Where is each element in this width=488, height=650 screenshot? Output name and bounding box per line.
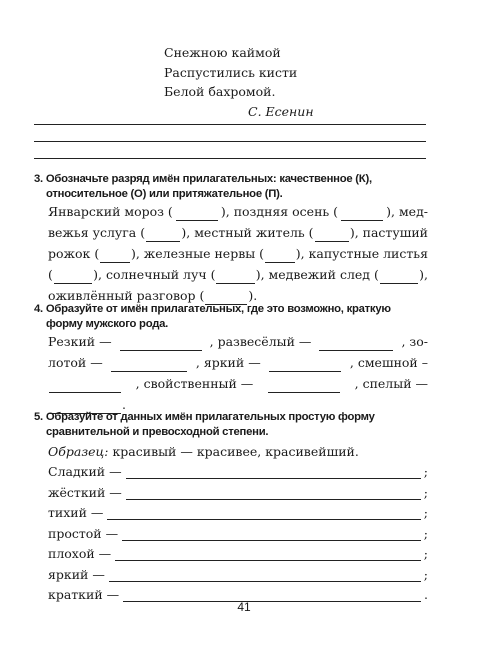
answer-blank[interactable]	[111, 358, 187, 372]
answer-blank[interactable]	[265, 249, 295, 263]
answer-blank[interactable]	[319, 337, 393, 351]
answer-blank[interactable]	[54, 270, 92, 284]
answer-blank[interactable]	[49, 379, 121, 393]
answer-line[interactable]	[122, 527, 421, 541]
poem-fragment	[164, 44, 314, 122]
task-5-heading	[34, 410, 430, 440]
answer-blank[interactable]	[120, 337, 202, 351]
task-3-heading	[34, 172, 430, 202]
task-4-heading	[34, 302, 430, 332]
answer-line[interactable]	[126, 486, 421, 500]
answer-row: плохой — ;	[48, 546, 428, 561]
task-number: 4.	[34, 303, 43, 315]
poem-author: С. Есенин	[248, 103, 314, 119]
answer-blank[interactable]	[269, 358, 341, 372]
task-4-body	[48, 330, 428, 414]
task-4-line: лотой — , яркий — , смешной –	[48, 355, 428, 370]
answer-blank[interactable]	[216, 270, 254, 284]
answer-blank[interactable]	[100, 249, 130, 263]
answer-row: тихий — ;	[48, 505, 428, 520]
sample-text: красивый — красивее, красивейший.	[112, 443, 359, 459]
task-3-body	[48, 200, 428, 305]
answer-line[interactable]	[34, 124, 426, 125]
answer-blank[interactable]	[268, 379, 340, 393]
answer-row: яркий — ;	[48, 566, 428, 582]
answer-blank[interactable]	[146, 228, 180, 242]
task-text: Образуйте от данных имён прилагательных простую форму сравнительной и превосходной степени.	[45, 411, 375, 438]
task-4-line: Резкий — , развесёлый — , зо-	[48, 334, 428, 349]
task-3-line: вежья услуга ( ), местный житель ( ), пастуший	[48, 225, 428, 240]
sample-line	[48, 440, 428, 461]
answer-blank[interactable]	[341, 207, 383, 221]
answer-blank[interactable]	[176, 207, 218, 221]
poem-line: Снежною каймой	[164, 45, 281, 60]
task-text: Образуйте от имён прилагательных, где это возможно, краткую форму мужского рода.	[45, 303, 391, 330]
answer-line[interactable]	[115, 547, 421, 561]
task-3-line: рожок ( ), железные нервы ( ), капустные листья	[48, 246, 428, 261]
answer-line[interactable]	[109, 568, 421, 582]
task-5-body	[48, 440, 428, 604]
answer-row: краткий — .	[48, 587, 428, 602]
task-number: 5.	[34, 411, 43, 423]
task-number: 3.	[34, 173, 43, 185]
answer-row: Сладкий — ;	[48, 464, 428, 479]
page-number: 41	[237, 600, 251, 614]
answer-blank[interactable]	[315, 228, 349, 242]
poem-line: Белой бахромой.	[164, 84, 276, 99]
task-4-line: , свойственный — , спелый —	[48, 372, 428, 393]
answer-row: простой — ;	[48, 525, 428, 541]
answer-line[interactable]	[107, 506, 420, 520]
task-3-line: Январский мороз ( ), поздняя осень ( ), мед-	[48, 204, 428, 219]
answer-row: жёсткий — ;	[48, 484, 428, 500]
answer-line[interactable]	[126, 465, 421, 479]
answer-line[interactable]	[34, 141, 426, 142]
poem-line: Распустились кисти	[164, 64, 298, 80]
answer-blank[interactable]	[380, 270, 418, 284]
task-3-line: ( ), солнечный луч ( ), медвежий след ( ),	[48, 267, 428, 282]
task-text: Обозначьте разряд имён прилагательных: качественное (К), относительное (О) или притяжательное (П).	[45, 173, 372, 200]
sample-label: Образец:	[48, 443, 109, 459]
answer-line[interactable]	[34, 158, 426, 159]
task-4-line: .	[48, 393, 428, 414]
task-3-line: оживлённый разговор ( ).	[48, 288, 258, 303]
